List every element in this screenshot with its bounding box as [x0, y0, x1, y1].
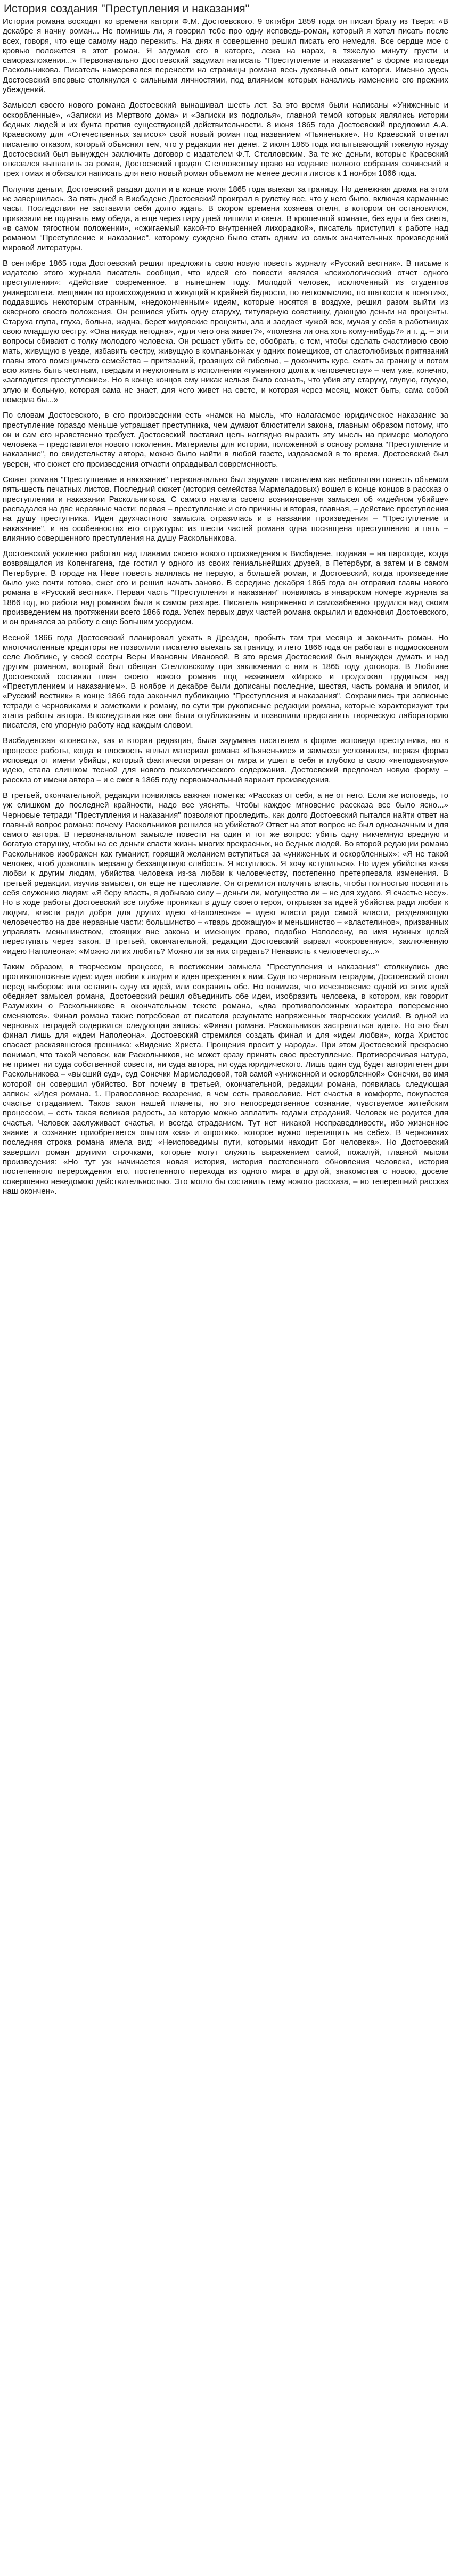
article: [0, 0, 451, 1196]
article-paragraph: Достоевский усиленно работал над главами своего нового произведения в Висбадене, подавая – на пароходе, когда возвращался из Копенгагена, где гостил у одного из своих гениальнейших друзей, в Петербург, а затем и в самом Петербурге. В городе на Неве повесть являлась не первую, а большей роман, и Достоевский, когда произведение было уже почти готово, сжег его и решил начать заново. В середине декабря 1865 года он отправил главы нового романа в «Русский вестник». Первая часть "Преступления и наказания" появилась в январском номере журнала за 1866 год, но работа над романом была в самом разгаре. Писатель напряженно и самозабвенно трудился над своим произведением на протяжении всего 1866 года. Успех первых двух частей романа окрылил и вдохновил Достоевского, и он принялся за работу с еще большим усердием.: [3, 549, 448, 627]
article-paragraph: Сюжет романа "Преступление и наказание" первоначально был задуман писателем как небольшая повесть объемом пять-шесть печатных листов. Последний сюжет (история семейства Мармеладовых) вошел в конце концов в рассказ о преступлении и наказании Раскольникова. С самого начала своего возникновения замысел об «идейном убийце» распадался на две неравные части: первая – преступление и его причины и вторая, главная, – действие преступления на душу преступника. Идея двухчастного замысла отразилась и в названии произведения – "Преступление и наказание", и на особенностях его структуры: из шести частей романа одна посвящена преступлению и пять – влиянию совершенного преступления на душу Раскольникова.: [3, 475, 448, 543]
article-paragraph: Замысел своего нового романа Достоевский вынашивал шесть лет. За это время были написаны «Униженные и оскорбленные», «Записки из Мертвого дома» и «Записки из подполья», главной темой которых являлись истории бедных людей и их бунта против существующей действительности. 8 июня 1865 года Достоевский предложил А.А. Краевскому для «Отечественных записок» свой новый роман под названием «Пьяненькие». Но Краевский ответил писателю отказом, который объяснил тем, что у редакции нет денег. 2 июля 1865 года испытывающий тяжелую нужду Достоевский был вынужден заключить договор с издателем Ф.Т. Стелловским. За те же деньги, которые Краевский отказался выплатить за роман, Достоевский продал Стелловскому право на издание полного собрания сочинений в трех томах и обязался написать для него новый роман объемом не менее десяти листов к 1 ноября 1866 года.: [3, 101, 448, 178]
article-paragraph: Весной 1866 года Достоевский планировал уехать в Дрезден, пробыть там три месяца и закончить роман. Но многочисленные кредиторы не позволили писателю выехать за границу, и лето 1866 года он работал в подмосковном селе Люблине, у своей сестры Веры Ивановны Ивановой. В это время Достоевский был вынужден думать и над другим романом, который был обещан Стелловскому при заключении с ним в 1865 году договора. В Люблине Достоевский составил план своего нового романа под названием «Игрок» и продолжал трудиться над «Преступлением и наказанием». В ноябре и декабре были дописаны последние, шестая, часть романа и эпилог, и «Русский вестник» в конце 1866 года закончил публикацию "Преступления и наказания". Сохранились три записные тетради с черновиками и заметками к роману, по сути три рукописные редакции романа, которые характеризуют три этапа работы автора. Впоследствии все они были опубликованы и позволили представить творческую лабораторию писателя, его упорную работу над каждым словом.: [3, 633, 448, 730]
article-paragraph: Таким образом, в творческом процессе, в постижении замысла "Преступления и наказания" столкнулись две противоположные идеи: идея любви к людям и идея презрения к ним. Судя по черновым тетрадям, Достоевский стоял перед выбором: или оставить одну из идей, или сохранить обе. Но понимая, что исчезновение одной из этих идей обедняет замысел романа, Достоевский решил объединить обе идеи, изобразить человека, в котором, как говорит Разумихин о Раскольникове в окончательном тексте романа, «два противоположных характера попеременно сменяются». Финал романа также потребовал от писателя результате напряженных творческих усилий. В одной из черновых тетрадей содержится следующая запись: «Финал романа. Раскольников застрелиться идет». Но это был финал лишь для «идеи Наполеона». Достоевский стремился создать финал и для «идеи любви», когда Христос спасает раскаявшегося грешника: «Видение Христа. Прощения просит у народа». При этом Достоевский прекрасно понимал, что такой человек, как Раскольников, не может сразу принять свое преступление. Противоречивая натура, не примет ни суда собственной совести, ни суда автора, ни суда юридического. Лишь один суд будет авторитетен для Раскольникова – «высший суд», суд Сонечки Мармеладовой, той самой «униженной и оскорбленной» Сонечки, во имя которой он совершил убийство. Вот почему в третьей, окончательной, редакции романа, появилась следующая запись: «Идея романа. 1. Православное воззрение, в чем есть православие. Нет счастья в комфорте, покупается счастье страданием. Таков закон нашей планеты, но это непосредственное сознание, чувствуемое житейским процессом, – есть такая великая радость, за которую можно заплатить годами страданий. Человек не родится для счастья. Человек заслуживает счастья, и всегда страданием. Тут нет никакой несправедливости, ибо жизненное знание и сознание приобретается опытом «за» и «против», которое нужно перетащить на себе». В черновиках последняя строка романа имела вид: «Неисповедимы пути, которыми находит Бог человека». Но Достоевский завершил роман другими строчками, которые могут служить выражением самой, пожалуй, главной мысли произведения: «Но тут уж начинается новая история, история постепенного обновления человека, история постепенного перерождения его, постепенного перехода из одного мира в другой, знакомства с новою, доселе совершенно неведомою действительностью. Это могло бы составить тему нового рассказа, – но теперешний рассказ наш окончен».: [3, 963, 448, 1196]
article-paragraph: В сентябре 1865 года Достоевский решил предложить свою новую повесть журналу «Русский вестник». В письме к издателю этого журнала писатель сообщил, что идеей его повести являлся «психологический отчет одного преступления»: «Действие современное, в нынешнем году. Молодой человек, исключенный из студентов университета, мещанин по происхождению и живущий в крайней бедности, по легкомыслию, по шаткости в понятиях, поддавшись некоторым странным, «недоконченным» идеям, которые носятся в воздухе, решил разом выйти из скверного своего положения. Он решился убить одну старуху, титулярную советницу, дающую деньги на проценты. Старуха глупа, глуха, больна, жадна, берет жидовские проценты, зла и заедает чужой век, мучая у себя в работницах свою младшую сестру. «Она никуда негодна», «для чего она живет?», «полезна ли она хоть кому-нибудь?» и т. д. – эти вопросы сбивают с толку молодого человека. Он решает убить ее, обобрать, с тем, чтобы сделать счастливою свою мать, живущую в уезде, избавить сестру, живущую в компаньонках у одних помещиков, от сластолюбивых притязаний главы этого помещичьего семейства – притязаний, грозящих ей гибелью, – докончить курс, ехать за границу и потом всю жизнь быть честным, твердым и неуклонным в исполнении «гуманного долга к человечеству» – чем уже, конечно, «загладится преступление». Но в конце концов ему никак нельзя было сознать, что убив эту старуху, глупую, глухую, злую и больную, которая сама не знает, для чего живет на свете, и которая через месяц, может быть, сама собой померла бы...»: [3, 258, 448, 404]
article-paragraph: Получив деньги, Достоевский раздал долги и в конце июля 1865 года выехал за границу. Но денежная драма на этом не завершилась. За пять дней в Висбадене Достоевский проиграл в рулетку все, что у него было, включая карманные часы. Последствия не заставили себя долго ждать. В скором времени хозяева отеля, в котором он остановился, приказали не подавать ему обеда, а еще через пару дней лишили и света. В крошечной комнате, без еды и без света, «в самом тягостном положении», «сжигаемый какой-то внутренней лихорадкой», писатель приступил к работе над романом "Преступление и наказание", которому суждено было стать одним из самых значительных произведений мировой литературы.: [3, 184, 448, 252]
article-title: История создания "Преступления и наказания": [4, 3, 250, 15]
article-paragraph: Висбаденская «повесть», как и вторая редакция, была задумана писателем в форме исповеди преступника, но в процессе работы, когда в плоскость вплыл материал романа «Пьяненькие» и замысел усложнился, первая форма исповеди от имени убийцы, который фактически отрезан от мира и ушел в себя и глубоко в свою «неподвижную» идею, стала слишком тесной для нового психологического содержания. Достоевский предпочел новую форму – рассказ от имени автора – и с сжег в 1865 году первоначальный вариант произведения.: [3, 736, 448, 785]
article-paragraph: В третьей, окончательной, редакции появилась важная пометка: «Рассказ от себя, а не от него. Если же исповедь, то уж слишком до последней крайности, надо все уяснять. Чтобы каждое мгновение рассказа все было ясно...» Черновые тетради "Преступления и наказания" позволяют проследить, как долго Достоевский пытался найти ответ на главный вопрос романа: почему Раскольников решился на убийство? Ответ на этот вопрос не был однозначным и для самого автора. В первоначальном замысле повести на один и тот же вопрос: убить одну никчемную вредную и богатую старушку, чтобы на ее деньги спасти жизнь многих прекрасных, но бедных людей. Во второй редакции романа Раскольников изображен как гуманист, горящий желанием вступиться за «униженных и оскорбленных»: «Я не такой человек, чтоб дозволить мерзавцу беззащитную слабость. Я вступлюсь. Я хочу вступиться». Но идея убийства из-за любви к другим людям, убийства человека из-за любви к человечеству, постепенно претерпевала изменения. В третьей редакции, изучив замысел, он еще не тщеславие. Он стремится получить власть, чтобы полностью посвятить себя служению людям: «Я беру власть, я добываю силу – деньги ли, могущество ли – не для худого. Я счастье несу». Но в ходе работы Достоевский все глубже проникал в душу своего героя, открывая за идеей убийства ради любви к людям, власти ради добра для других идею «Наполеона» – идею власти ради самой власти, разделяющую человечество на две неравные части: большинство – «тварь дрожащую» и меньшинство – «властелинов», призванных управлять меньшинством, стоящих вне закона и имеющих право, подобно Наполеону, во имя нужных целей переступать через закон. В третьей, окончательной, редакции Достоевский вырвал «сокровенную», заключенную «идею Наполеона»: «Можно ли их любить? Можно ли за них страдать? Ненависть к человечеству...»: [3, 790, 448, 956]
article-body: [3, 17, 448, 1196]
article-paragraph: По словам Достоевского, в его произведении есть «намек на мысль, что налагаемое юридическое наказание за преступление гораздо меньше устрашает преступника, чем думают блюстители закона, главным образом потому, что он и сам его нравственно требует. Достоевский поставил цель наглядно выразить эту мысль на примере молодого человека – представителя нового поколения. Материалы для истории, положенной в основу романа "Преступление и наказание", по свидетельству автора, можно было найти в любой газете, издаваемой в то время. Достоевский был уверен, что сюжет его произведения отчасти оправдывал современность.: [3, 411, 448, 469]
article-paragraph: Истории романа восходят ко времени каторги Ф.М. Достоевского. 9 октября 1859 года он писал брату из Твери: «В декабре я начну роман... Не помнишь ли, я говорил тебе про одну исповедь-роман, который я хотел писать после всех, говоря, что еще самому надо пережить. На днях я совершенно решил писать его немедля. Все сердце мое с кровью положится в этот роман. Я задумал его в каторге, лежа на нарах, в тяжелую минуту грусти и саморазложения...» Первоначально Достоевский задумал написать "Преступление и наказание" в форме исповеди Раскольникова. Писатель намеревался перенести на страницы романа весь духовный опыт каторги. Именно здесь Достоевский впервые столкнулся с сильными личностями, под влиянием которых начались изменение его прежних убеждений.: [3, 17, 448, 95]
